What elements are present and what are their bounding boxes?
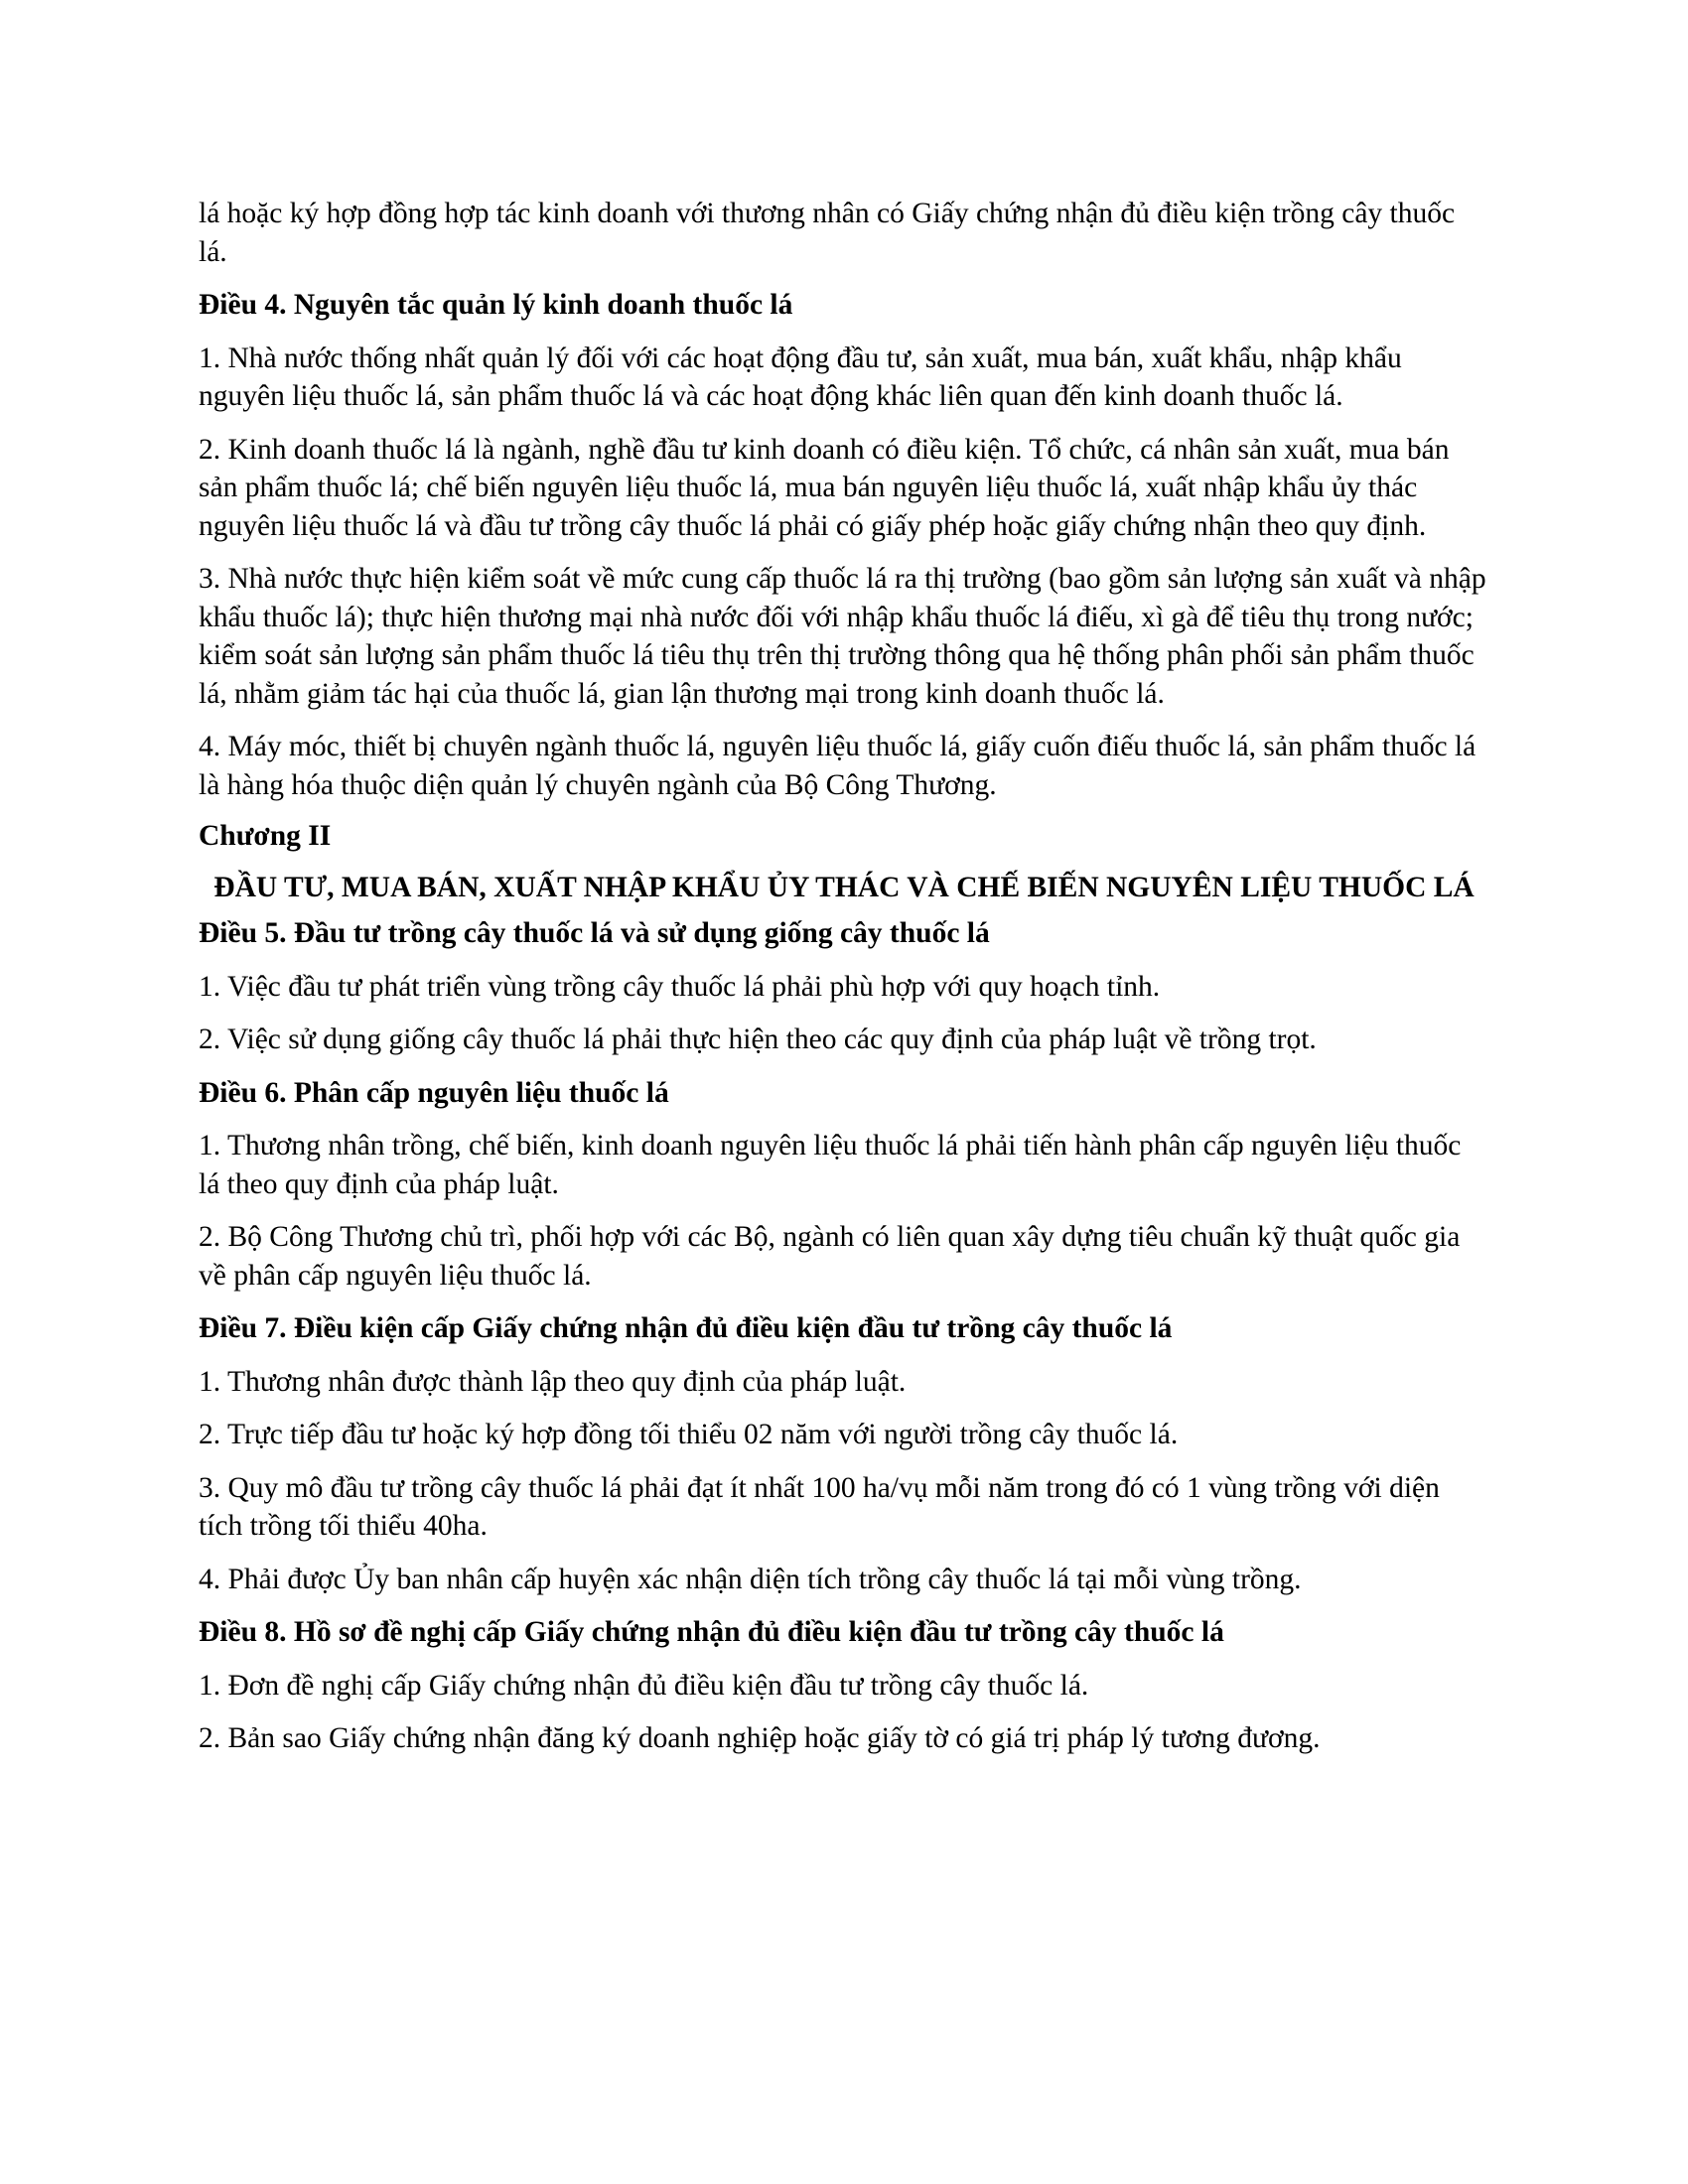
chapter-label: Chương II	[199, 820, 332, 852]
intro-continuation: lá hoặc ký hợp đồng hợp tác kinh doanh với thương nhân có Giấy chứng nhận đủ điều kiện trồng cây thuốc lá.	[199, 198, 1456, 268]
article-4-clause-4: 4. Máy móc, thiết bị chuyên ngành thuốc lá, nguyên liệu thuốc lá, giấy cuốn điếu thuốc lá, sản phẩm thuốc lá là hàng hóa thuộc diện quản lý chuyên ngành của Bộ Công Thương.	[199, 731, 1477, 801]
article-8-title: Điều 8. Hồ sơ đề nghị cấp Giấy chứng nhận đủ điều kiện đầu tư trồng cây thuốc lá	[199, 1616, 1224, 1648]
article-4-clause-1: 1. Nhà nước thống nhất quản lý đối với các hoạt động đầu tư, sản xuất, mua bán, xuất khẩu, nhập khẩu nguyên liệu thuốc lá, sản phẩm thuốc lá và các hoạt động khác liên quan đến kinh doanh thuốc lá.	[199, 341, 1402, 412]
article-8-clause-1: 1. Đơn đề nghị cấp Giấy chứng nhận đủ điều kiện đầu tư trồng cây thuốc lá.	[199, 1669, 1089, 1702]
chapter-title: ĐẦU TƯ, MUA BÁN, XUẤT NHẬP KHẨU ỦY THÁC VÀ CHẾ BIẾN NGUYÊN LIỆU THUỐC LÁ	[213, 871, 1475, 903]
article-7-clause-2: 2. Trực tiếp đầu tư hoặc ký hợp đồng tối thiểu 02 năm với người trồng cây thuốc lá.	[199, 1419, 1179, 1450]
article-4-clause-3: 3. Nhà nước thực hiện kiểm soát về mức cung cấp thuốc lá ra thị trường (bao gồm sản lượng sản xuất và nhập khẩu thuốc lá); thực hiện thương mại nhà nước đối với nhập khẩu thuốc lá điếu, xì gà để tiêu thụ trong nước; kiểm soát sản lượng sản phẩm thuốc lá tiêu thụ trên thị trường thông qua hệ thống phân phối sản phẩm thuốc lá, nhằm giảm tác hại của thuốc lá, gian lận thương mại trong kinh doanh thuốc lá.	[199, 563, 1486, 710]
article-6-clause-1: 1. Thương nhân trồng, chế biến, kinh doanh nguyên liệu thuốc lá phải tiến hành phân cấp nguyên liệu thuốc lá theo quy định của pháp luật.	[199, 1130, 1462, 1200]
article-6-title: Điều 6. Phân cấp nguyên liệu thuốc lá	[199, 1076, 669, 1109]
article-7-clause-1: 1. Thương nhân được thành lập theo quy định của pháp luật.	[199, 1365, 907, 1398]
article-7-title: Điều 7. Điều kiện cấp Giấy chứng nhận đủ điều kiện đầu tư trồng cây thuốc lá	[199, 1312, 1173, 1344]
article-6-clause-2: 2. Bộ Công Thương chủ trì, phối hợp với các Bộ, ngành có liên quan xây dựng tiêu chuẩn kỹ thuật quốc gia về phân cấp nguyên liệu thuốc lá.	[199, 1221, 1461, 1292]
document-page	[199, 195, 1489, 1773]
article-8-clause-2: 2. Bản sao Giấy chứng nhận đăng ký doanh nghiệp hoặc giấy tờ có giá trị pháp lý tương đương.	[199, 1722, 1321, 1754]
article-4-title: Điều 4. Nguyên tắc quản lý kinh doanh thuốc lá	[199, 289, 793, 321]
article-5-clause-2: 2. Việc sử dụng giống cây thuốc lá phải thực hiện theo các quy định của pháp luật về trồng trọt.	[199, 1024, 1317, 1055]
article-4-clause-2: 2. Kinh doanh thuốc lá là ngành, nghề đầu tư kinh doanh có điều kiện. Tổ chức, cá nhân sản xuất, mua bán sản phẩm thuốc lá; chế biến nguyên liệu thuốc lá, mua bán nguyên liệu thuốc lá, xuất nhập khẩu ủy thác nguyên liệu thuốc lá và đầu tư trồng cây thuốc lá phải có giấy phép hoặc giấy chứng nhận theo quy định.	[199, 433, 1450, 542]
article-5-title: Điều 5. Đầu tư trồng cây thuốc lá và sử dụng giống cây thuốc lá	[199, 917, 990, 949]
article-7-clause-4: 4. Phải được Ủy ban nhân cấp huyện xác nhận diện tích trồng cây thuốc lá tại mỗi vùng trồng.	[199, 1563, 1302, 1595]
article-7-clause-3: 3. Quy mô đầu tư trồng cây thuốc lá phải đạt ít nhất 100 ha/vụ mỗi năm trong đó có 1 vùng trồng với diện tích trồng tối thiểu 40ha.	[199, 1471, 1440, 1542]
article-5-clause-1: 1. Việc đầu tư phát triển vùng trồng cây thuốc lá phải phù hợp với quy hoạch tỉnh.	[199, 970, 1161, 1003]
